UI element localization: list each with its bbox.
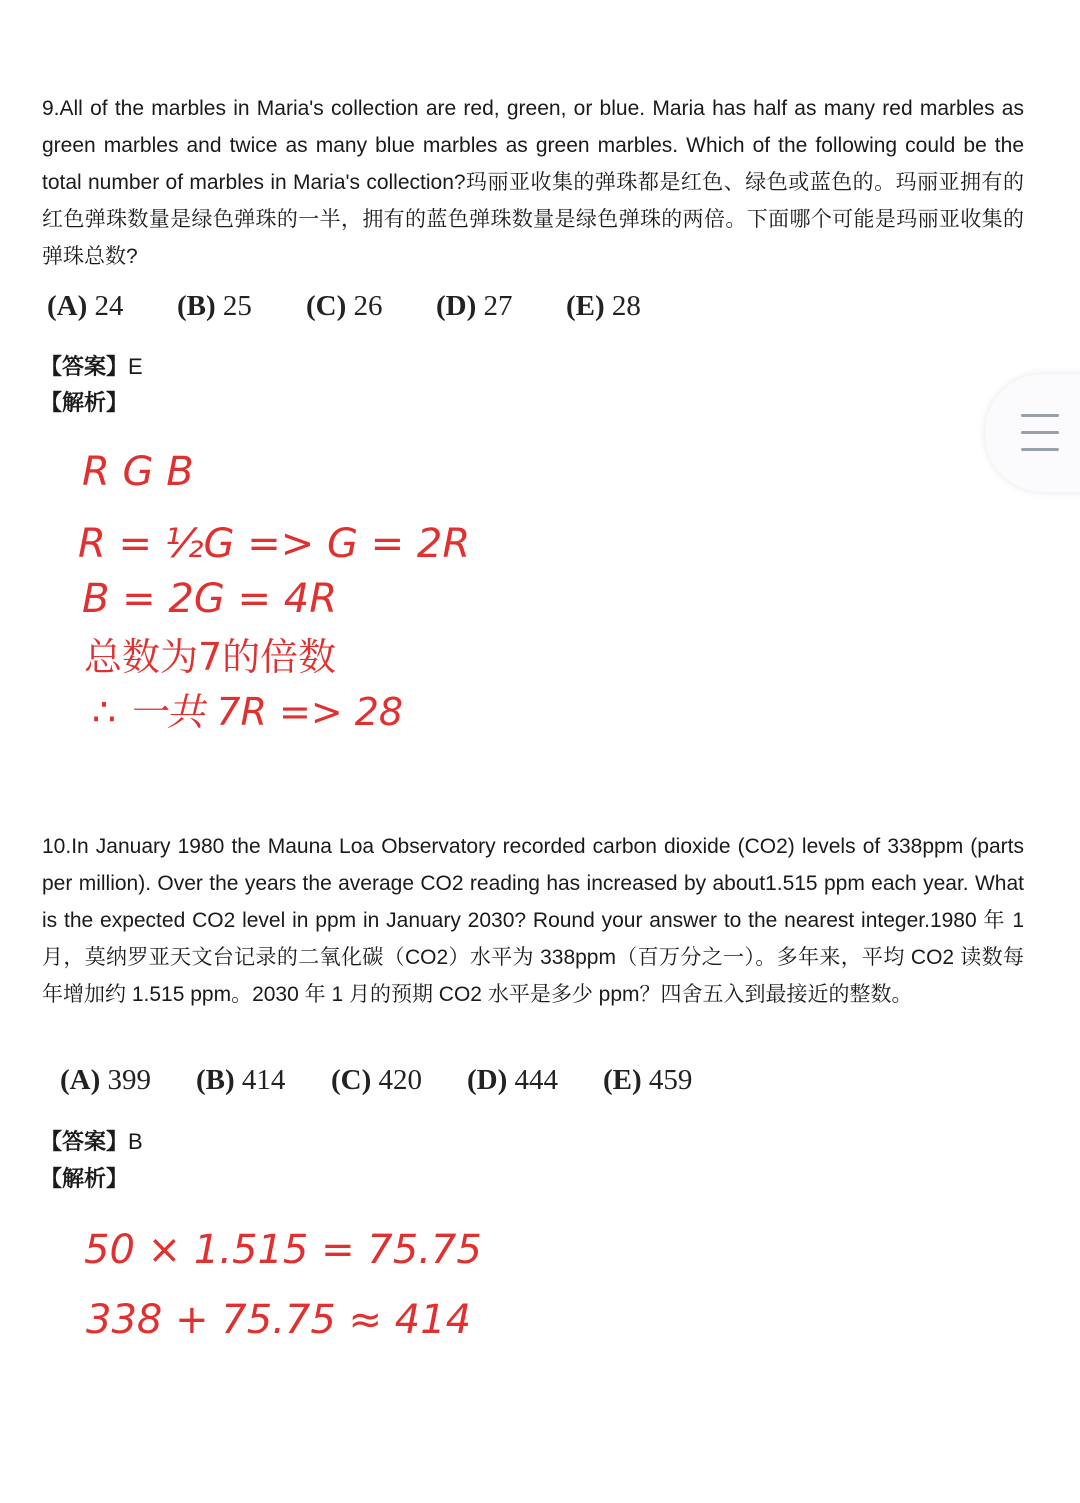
hw-line-4: 总数为7的倍数 xyxy=(84,635,337,679)
choice-a: (A) 24 xyxy=(47,290,124,322)
choice-c: (C) 26 xyxy=(306,290,383,322)
choice-e: (E) 459 xyxy=(603,1064,693,1096)
choice-e: (E) 28 xyxy=(566,290,641,322)
question-9-handwritten-solution xyxy=(70,440,490,750)
question-10-handwritten-solution xyxy=(70,1215,490,1355)
choice-a: (A) 399 xyxy=(60,1064,152,1096)
question-9-answer: 【答案】E xyxy=(40,354,143,379)
hw-line-2: 338 + 75.75 ≈ 414 xyxy=(86,1297,472,1343)
choice-b: (B) 414 xyxy=(196,1064,286,1096)
choice-d: (D) 27 xyxy=(436,290,513,322)
choice-d: (D) 444 xyxy=(467,1064,559,1096)
hw-line-1: R G B xyxy=(82,449,194,495)
question-9-text: 9.All of the marbles in Maria's collection are red, green, or blue. Maria has half as many red marbles as green marbles and twice as many blue marbles as green marbles. Which of the following could be the total number of marbles in Maria's collection?玛丽亚收集的弹珠都是红色、绿色或蓝色的。玛丽亚拥有的红色弹珠数量是绿色弹珠的一半，拥有的蓝色弹珠数量是绿色弹珠的两倍。下面哪个可能是玛丽亚收集的弹珠总数? xyxy=(42,97,1024,268)
hw-line-1: 50 × 1.515 = 75.75 xyxy=(84,1227,482,1273)
floating-menu-button[interactable] xyxy=(985,374,1080,492)
hw-line-3: B = 2G = 4R xyxy=(82,576,338,622)
question-10-answer: 【答案】B xyxy=(40,1129,143,1154)
question-10-text: 10.In January 1980 the Mauna Loa Observatory recorded carbon dioxide (CO2) levels of 338ppm (parts per million). Over the years the average CO2 reading has increased by about1.515 ppm each year. What is the expected CO2 level in ppm in January 2030? Round your answer to the nearest integer.1980 年 1 月，莫纳罗亚天文台记录的二氧化碳（CO2）水平为 338ppm（百万分之一）。多年来，平均 CO2 读数每年增加约 1.515 ppm。2030 年 1 月的预期 CO2 水平是多少 ppm？四舍五入到最接近的整数。 xyxy=(42,835,1024,1006)
hw-line-5: ∴ 一共 7R => 28 xyxy=(92,690,404,734)
choice-b: (B) 25 xyxy=(177,290,252,322)
choice-c: (C) 420 xyxy=(331,1064,423,1096)
hw-line-2: R = ½G => G = 2R xyxy=(78,521,471,567)
question-9-analysis-label: 【解析】 xyxy=(40,390,129,415)
question-10-analysis-label: 【解析】 xyxy=(40,1166,129,1191)
